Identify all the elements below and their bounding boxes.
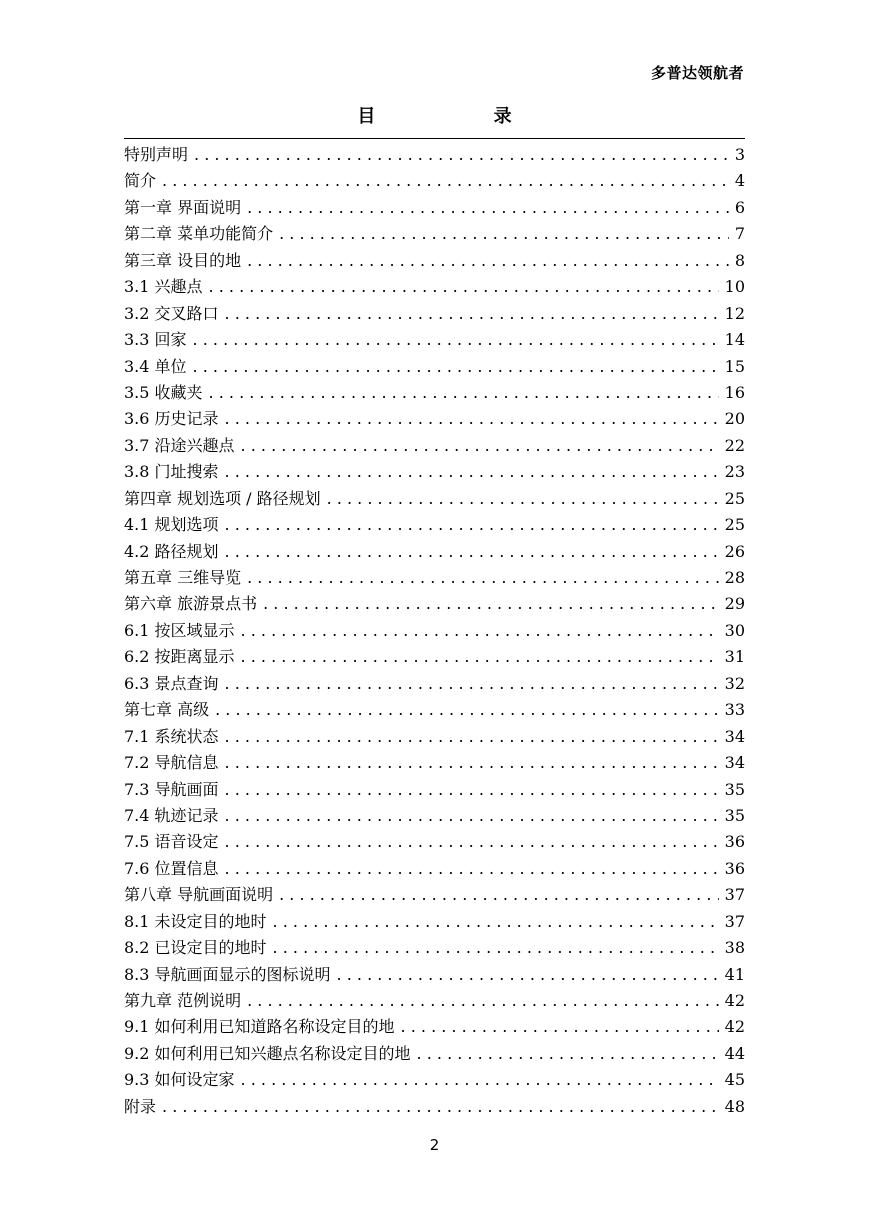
toc-entry-page: 35: [724, 779, 745, 799]
toc-entry-page: 25: [724, 488, 745, 508]
toc-entry-label: 6.3 景点查询: [124, 673, 219, 693]
toc-entry[interactable]: [124, 962, 745, 988]
toc-entry-label: 7.1 系统状态: [124, 726, 219, 746]
toc-entry-label: 3.8 门址搜索: [124, 462, 219, 482]
toc-entry-label: 3.2 交叉路口: [124, 303, 219, 323]
toc-leader-dots: [247, 988, 719, 1014]
toc-entry-page: 8: [734, 250, 745, 270]
toc-leader-dots: [225, 301, 719, 327]
title-rule: [124, 138, 745, 139]
toc-entry-page: 44: [724, 1043, 745, 1063]
toc-entry[interactable]: [124, 380, 745, 406]
toc-entry-label: 9.2 如何利用已知兴趣点名称设定目的地: [124, 1043, 411, 1063]
toc-entry-page: 29: [724, 594, 745, 614]
toc-leader-dots: [417, 1041, 719, 1067]
toc-entry[interactable]: [124, 618, 745, 644]
toc-entry[interactable]: [124, 909, 745, 935]
toc-entry-page: 37: [724, 885, 745, 905]
toc-leader-dots: [247, 195, 729, 221]
toc-entry-page: 15: [724, 356, 745, 376]
toc-entry[interactable]: [124, 829, 745, 855]
toc-leader-dots: [162, 1094, 719, 1120]
toc-entry[interactable]: [124, 539, 745, 565]
toc-leader-dots: [225, 750, 719, 776]
toc-leader-dots: [273, 909, 719, 935]
toc-leader-dots: [225, 856, 719, 882]
toc-entry-label: 第六章 旅游景点书: [124, 594, 258, 614]
toc-entry[interactable]: [124, 354, 745, 380]
toc-leader-dots: [241, 433, 719, 459]
toc-leader-dots: [247, 565, 719, 591]
toc-entry[interactable]: [124, 724, 745, 750]
toc-leader-dots: [273, 935, 719, 961]
toc-entry-label: 7.6 位置信息: [124, 858, 219, 878]
toc-entry[interactable]: [124, 512, 745, 538]
toc-entry-page: 34: [724, 753, 745, 773]
toc-entry-label: 第一章 界面说明: [124, 197, 242, 217]
toc-entry[interactable]: [124, 1014, 745, 1040]
running-header: 多普达领航者: [650, 64, 744, 82]
toc-leader-dots: [194, 142, 729, 168]
toc-entry-label: 7.3 导航画面: [124, 779, 219, 799]
toc-entry-page: 42: [724, 1017, 745, 1037]
toc-leader-dots: [225, 512, 719, 538]
toc-entry-page: 7: [734, 224, 745, 244]
toc-entry-page: 30: [724, 620, 745, 640]
toc-entry[interactable]: [124, 248, 745, 274]
toc-entry-label: 4.1 规划选项: [124, 515, 219, 535]
toc-entry-label: 3.3 回家: [124, 330, 187, 350]
toc-entry[interactable]: [124, 195, 745, 221]
toc-entry-page: 6: [734, 197, 745, 217]
toc-entry-label: 7.2 导航信息: [124, 753, 219, 773]
toc-entry-page: 16: [724, 382, 745, 402]
toc-leader-dots: [209, 274, 719, 300]
toc-entry-page: 42: [724, 991, 745, 1010]
toc-entry[interactable]: [124, 168, 745, 194]
page-number: 2: [429, 1136, 440, 1154]
toc-entry-page: 37: [724, 911, 745, 931]
toc-leader-dots: [327, 486, 719, 512]
toc-entry[interactable]: [124, 406, 745, 432]
toc-entry[interactable]: [124, 777, 745, 803]
toc-entry-label: 7.4 轨迹记录: [124, 805, 219, 825]
toc-entry-page: 3: [734, 145, 745, 164]
toc-entry-label: 9.1 如何利用已知道路名称设定目的地: [124, 1017, 395, 1037]
toc-entry[interactable]: [124, 1067, 745, 1093]
toc-entry-page: 28: [724, 568, 745, 587]
toc-entry[interactable]: [124, 221, 745, 247]
toc-entry-label: 第七章 高级: [124, 700, 210, 720]
toc-entry-label: 9.3 如何设定家: [124, 1070, 235, 1090]
toc-entry[interactable]: [124, 671, 745, 697]
toc-entry[interactable]: [124, 433, 745, 459]
toc-entry-label: 3.6 历史记录: [124, 409, 219, 429]
toc-leader-dots: [247, 248, 729, 274]
toc-leader-dots: [225, 803, 719, 829]
toc-entry[interactable]: [124, 591, 745, 617]
toc-entry[interactable]: [124, 301, 745, 327]
toc-entry-label: 8.1 未设定目的地时: [124, 911, 267, 931]
toc-entry-page: 26: [724, 541, 745, 561]
toc-entry-label: 3.7 沿途兴趣点: [124, 435, 235, 455]
toc-entry-page: 33: [724, 700, 745, 720]
toc-entry-page: 36: [724, 832, 745, 852]
toc-entry-label: 第四章 规划选项 / 路径规划: [124, 488, 321, 508]
toc-entry-label: 7.5 语音设定: [124, 832, 219, 852]
toc-entry[interactable]: [124, 803, 745, 829]
toc-leader-dots: [225, 829, 719, 855]
toc-leader-dots: [162, 168, 729, 194]
toc-leader-dots: [193, 327, 719, 353]
toc-entry[interactable]: [124, 856, 745, 882]
table-of-contents: [124, 142, 745, 1120]
toc-entry[interactable]: [124, 697, 745, 723]
toc-entry-label: 第二章 菜单功能简介: [124, 224, 274, 244]
toc-entry-page: 41: [724, 964, 745, 984]
toc-entry[interactable]: [124, 327, 745, 353]
toc-entry[interactable]: [124, 935, 745, 961]
toc-leader-dots: [225, 539, 719, 565]
toc-entry[interactable]: [124, 750, 745, 776]
toc-entry-page: 38: [724, 938, 745, 958]
toc-entry-page: 23: [724, 462, 745, 482]
toc-entry-page: 34: [724, 726, 745, 746]
toc-entry-label: 附录: [124, 1096, 157, 1116]
toc-entry-label: 第五章 三维导览: [124, 568, 242, 587]
toc-leader-dots: [337, 962, 719, 988]
toc-entry[interactable]: [124, 882, 745, 908]
toc-entry-page: 14: [724, 330, 745, 350]
toc-leader-dots: [241, 618, 719, 644]
toc-leader-dots: [225, 724, 719, 750]
toc-entry-label: 特别声明: [124, 145, 189, 164]
toc-entry-page: 20: [724, 409, 745, 429]
toc-entry[interactable]: [124, 1094, 745, 1120]
toc-entry-label: 8.2 已设定目的地时: [124, 938, 267, 958]
toc-entry-label: 3.1 兴趣点: [124, 277, 203, 297]
toc-entry-page: 10: [724, 277, 745, 297]
toc-entry[interactable]: [124, 274, 745, 300]
toc-entry-page: 12: [724, 303, 745, 323]
toc-entry-label: 4.2 路径规划: [124, 541, 219, 561]
toc-leader-dots: [279, 882, 719, 908]
toc-entry[interactable]: [124, 988, 745, 1014]
toc-entry-label: 简介: [124, 171, 157, 191]
toc-entry-label: 第三章 设目的地: [124, 250, 242, 270]
toc-entry-label: 3.4 单位: [124, 356, 187, 376]
toc-entry-label: 第九章 范例说明: [124, 991, 242, 1010]
toc-leader-dots: [401, 1014, 719, 1040]
toc-leader-dots: [279, 221, 729, 247]
toc-entry-label: 6.1 按区域显示: [124, 620, 235, 640]
toc-entry-page: 48: [724, 1096, 745, 1116]
toc-entry[interactable]: [124, 565, 745, 591]
toc-leader-dots: [193, 354, 719, 380]
toc-leader-dots: [241, 644, 719, 670]
toc-entry-page: 22: [724, 435, 745, 455]
toc-entry-page: 4: [734, 171, 745, 191]
toc-leader-dots: [215, 697, 719, 723]
toc-entry[interactable]: [124, 142, 745, 168]
toc-entry-label: 6.2 按距离显示: [124, 647, 235, 667]
toc-title: 目 录: [357, 106, 568, 127]
toc-leader-dots: [209, 380, 719, 406]
toc-entry[interactable]: [124, 459, 745, 485]
toc-entry-page: 35: [724, 805, 745, 825]
toc-leader-dots: [225, 671, 719, 697]
toc-entry[interactable]: [124, 486, 745, 512]
toc-leader-dots: [225, 406, 719, 432]
toc-entry[interactable]: [124, 644, 745, 670]
toc-entry-label: 8.3 导航画面显示的图标说明: [124, 964, 331, 984]
toc-entry-page: 25: [724, 515, 745, 535]
toc-entry-label: 第八章 导航画面说明: [124, 885, 274, 905]
toc-entry-page: 32: [724, 673, 745, 693]
toc-leader-dots: [225, 459, 719, 485]
toc-leader-dots: [225, 777, 719, 803]
toc-entry-page: 31: [724, 647, 745, 667]
toc-leader-dots: [263, 591, 719, 617]
toc-leader-dots: [241, 1067, 719, 1093]
toc-entry-page: 45: [724, 1070, 745, 1090]
toc-entry-page: 36: [724, 858, 745, 878]
toc-entry[interactable]: [124, 1041, 745, 1067]
toc-entry-label: 3.5 收藏夹: [124, 382, 203, 402]
